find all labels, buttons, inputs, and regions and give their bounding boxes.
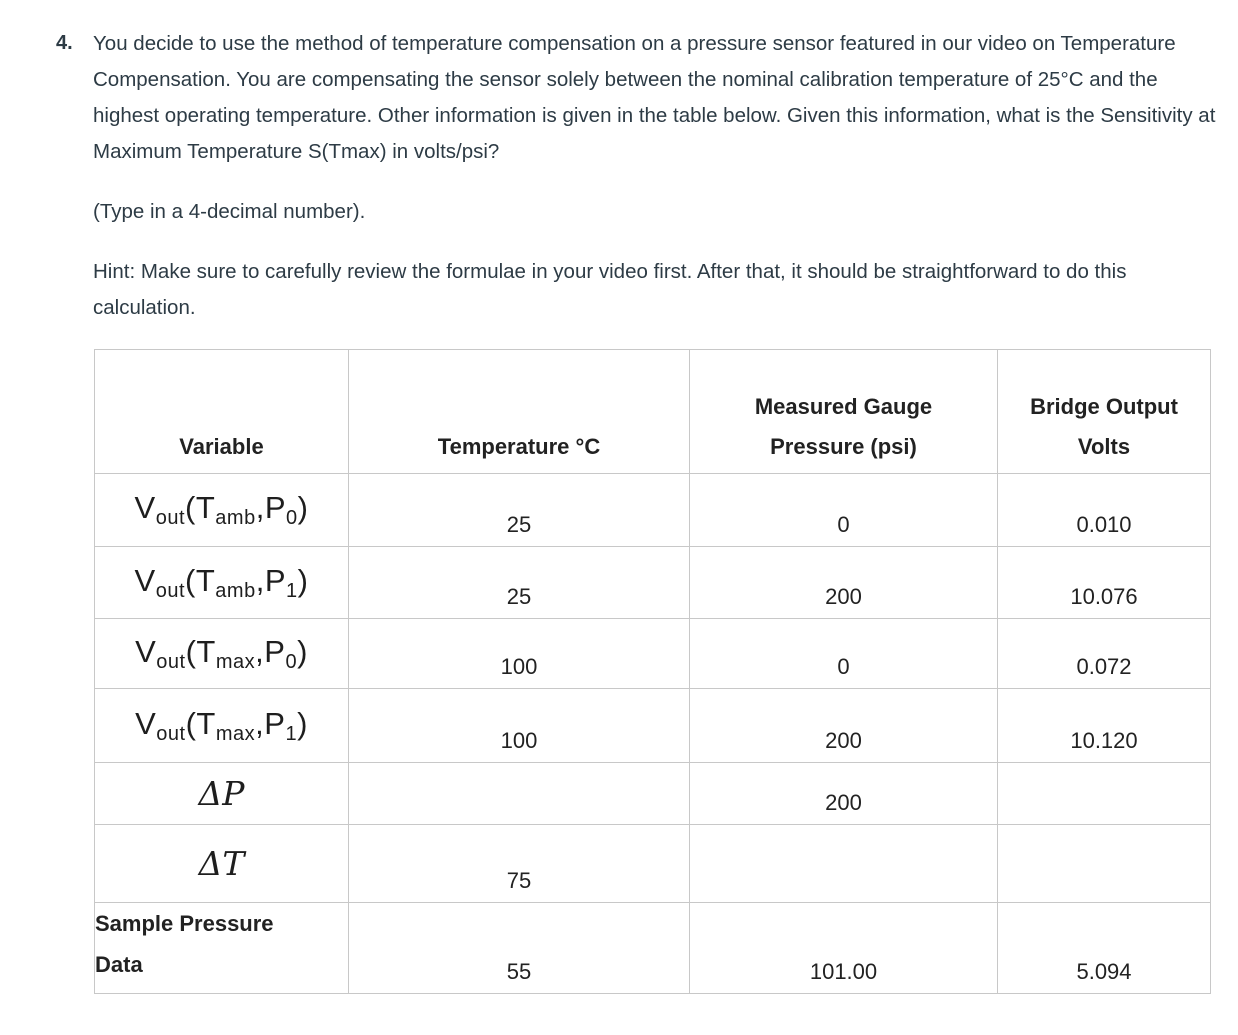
temperature-cell: 25 xyxy=(349,474,690,547)
pressure-cell: 200 xyxy=(690,547,998,619)
pressure-cell xyxy=(690,825,998,903)
temperature-cell: 100 xyxy=(349,619,690,689)
variable-cell xyxy=(95,825,349,903)
table-row xyxy=(95,689,1211,763)
volts-cell xyxy=(998,825,1211,903)
table-row xyxy=(95,547,1211,619)
volts-cell: 10.076 xyxy=(998,547,1211,619)
sample-row xyxy=(95,903,1211,994)
data-table xyxy=(94,349,1211,994)
table-row xyxy=(95,619,1211,689)
variable-formula: $V_{out}(T_{max},P_1)$ xyxy=(135,705,308,745)
pressure-cell: 0 xyxy=(690,474,998,547)
header-volts: Bridge Output Volts xyxy=(998,350,1211,474)
hint-text: Hint: Make sure to carefully review the formulae in your video first. After that, it should be straightforward to do this calculation. xyxy=(93,260,1127,319)
temperature-cell: 75 xyxy=(349,825,690,903)
table-row xyxy=(95,825,1211,903)
question-block xyxy=(56,26,1226,326)
volts-cell: 0.072 xyxy=(998,619,1211,689)
pressure-cell: 0 xyxy=(690,619,998,689)
temperature-cell: 25 xyxy=(349,547,690,619)
delta-p-symbol: ΔP xyxy=(198,774,245,813)
variable-cell xyxy=(95,689,349,763)
header-pressure: Measured Gauge Pressure (psi) xyxy=(690,350,998,474)
header-variable: Variable xyxy=(95,350,349,474)
question-body xyxy=(93,26,1226,326)
question-number: 4. xyxy=(56,32,73,54)
pressure-cell: 200 xyxy=(690,763,998,825)
table-row xyxy=(95,763,1211,825)
pressure-cell: 200 xyxy=(690,689,998,763)
variable-cell xyxy=(95,763,349,825)
variable-cell xyxy=(95,547,349,619)
volts-cell: 0.010 xyxy=(998,474,1211,547)
variable-formula: $V_{out}(T_{amb},P_1)$ xyxy=(134,562,309,602)
delta-t-symbol: ΔT xyxy=(198,844,245,883)
variable-cell xyxy=(95,619,349,689)
question-text: You decide to use the method of temperature compensation on a pressure sensor featured in our video on Temperature Compensation. You are compensating the sensor solely between the nominal calibration temperature of 25°C and the highest operating temperature. Other information is given in the table below. Given this information, what is the Sensitivity at Maximum Temperature S(Tmax) in volts/psi? xyxy=(93,32,1216,163)
volts-cell xyxy=(998,763,1211,825)
volts-cell: 10.120 xyxy=(998,689,1211,763)
pressure-cell: 101.00 xyxy=(690,903,998,994)
variable-formula: $V_{out}(T_{max},P_0)$ xyxy=(135,633,308,673)
table-row xyxy=(95,474,1211,547)
format-note: (Type in a 4-decimal number). xyxy=(93,200,366,223)
volts-cell: 5.094 xyxy=(998,903,1211,994)
variable-formula: $V_{out}(T_{amb},P_0)$ xyxy=(134,490,309,529)
temperature-cell: 100 xyxy=(349,689,690,763)
header-temperature: Temperature °C xyxy=(349,350,690,474)
temperature-cell: 55 xyxy=(349,903,690,994)
header-row xyxy=(95,350,1211,474)
temperature-cell xyxy=(349,763,690,825)
sample-label-cell: Sample Pressure Data xyxy=(95,903,349,994)
variable-cell xyxy=(95,474,349,547)
